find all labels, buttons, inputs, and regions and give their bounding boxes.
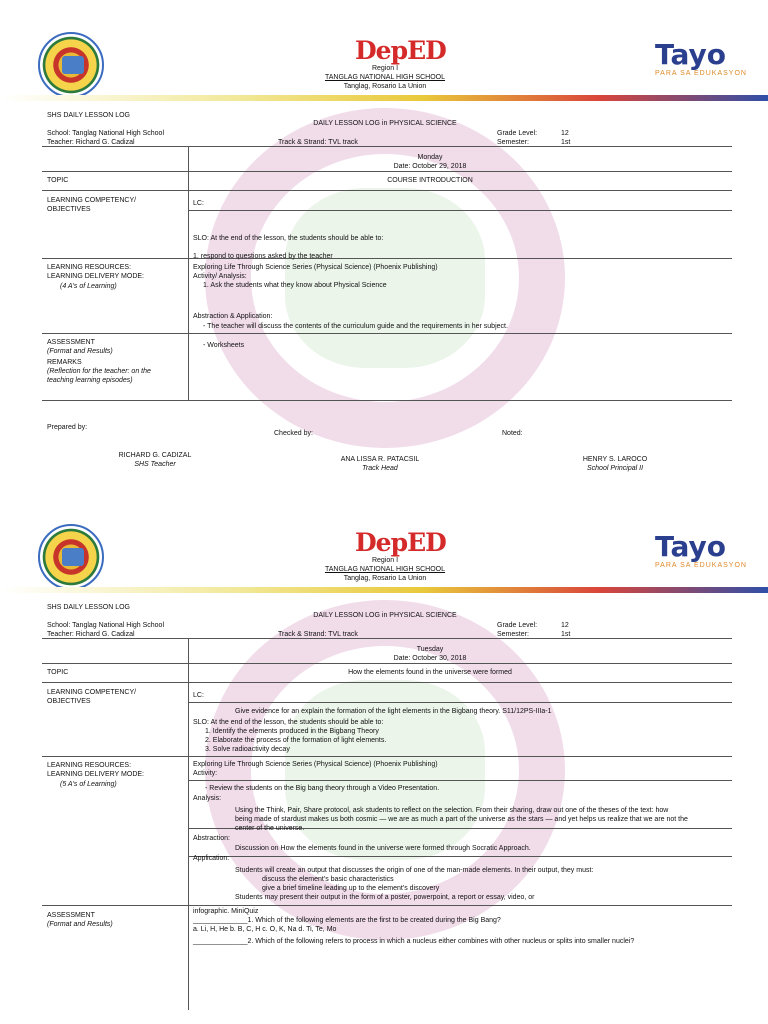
semester-label: Semester: (497, 631, 529, 638)
resources-value: Exploring Life Through Science Series (Physical Science) (Phoenix Publishing) (193, 761, 438, 768)
day-label: Monday (417, 154, 443, 161)
school-field: School: Tanglag National High School (47, 622, 165, 629)
lesson-log-page-1 (0, 18, 768, 518)
date-label: Date: October 29, 2018 (393, 163, 467, 170)
analysis-line-1: Using the Think, Pair, Share protocol, ask students to reflect on the selection. From their sharing, draw out one of the theses of the text: how (235, 807, 669, 814)
abstraction-item: - The teacher will discuss the contents of the curriculum guide and the requirements in her subject. (203, 323, 508, 330)
signatory-1-role: SHS Teacher (134, 461, 176, 468)
teacher-field: Teacher: Richard G. Cadizal (47, 139, 135, 146)
slo-text: SLO: At the end of the lesson, the students should be able to: (193, 235, 384, 242)
school-address: Tanglag, Rosario La Union (343, 83, 427, 90)
log-title: SHS DAILY LESSON LOG (47, 604, 130, 611)
competency-label: LEARNING COMPETENCY/ (47, 689, 137, 696)
remarks-sub-2: teaching learning episodes) (47, 377, 133, 384)
delivery-mode: (5 A's of Learning) (60, 781, 117, 788)
remarks-label: REMARKS (47, 359, 82, 366)
abstraction-label: Abstraction: (193, 835, 230, 842)
resources-label: LEARNING RESOURCES: (47, 762, 132, 769)
slo-item-3: 3. Solve radioactivity decay (205, 746, 290, 753)
school-field: School: Tanglag National High School (47, 130, 165, 137)
tayo-subtitle: PARA SA EDUKASYON (655, 70, 747, 77)
analysis-line-3: center of the universe. (235, 825, 305, 832)
resources-value: Exploring Life Through Science Series (Physical Science) (Phoenix Publishing) (193, 264, 438, 271)
date-label: Date: October 30, 2018 (393, 655, 467, 662)
signatory-3-role: School Principal II (586, 465, 644, 472)
day-label: Tuesday (416, 646, 444, 653)
school-name: TANGLAG NATIONAL HIGH SCHOOL (324, 74, 446, 81)
track-field: Track & Strand: TVL track (278, 139, 358, 146)
assessment-item: - Worksheets (203, 342, 245, 349)
region-label: Region I (371, 65, 399, 72)
objectives-label: OBJECTIVES (47, 698, 91, 705)
topic-label: TOPIC (47, 177, 69, 184)
assessment-line-4: ______________2. Which of the following refers to process in which a nucleus either combines with other nucleus or splits into smaller nuclei? (193, 938, 635, 945)
activity-label: Activity: (193, 770, 218, 777)
doc-title: DAILY LESSON LOG in PHYSICAL SCIENCE (313, 120, 457, 127)
watermark-center (285, 188, 485, 368)
deped-logo: DepED (355, 528, 446, 557)
school-address: Tanglag, Rosario La Union (343, 575, 427, 582)
lesson-log-page-2 (0, 510, 768, 1010)
lc-label: LC: (193, 692, 204, 699)
lc-text: Give evidence for an explain the formation of the light elements in the Bigbang theory. S11/12PS-IIIa-1 (235, 708, 552, 715)
prepared-by-label: Prepared by: (47, 424, 88, 431)
checked-by-label: Checked by: (274, 430, 313, 437)
analysis-line-2: being made of stardust makes us both cosmic — we are as much a part of the universe as the stars — and yet helps us realize that we are not the (235, 816, 688, 823)
semester-label: Semester: (497, 139, 529, 146)
delivery-label: LEARNING DELIVERY MODE: (47, 771, 144, 778)
abstraction-item: Discussion on How the elements found in the universe were formed through Socratic Approach. (235, 845, 531, 852)
semester-value: 1st (561, 631, 571, 638)
signatory-3-name: HENRY S. LAROCO (582, 456, 648, 463)
resources-label: LEARNING RESOURCES: (47, 264, 132, 271)
school-name: TANGLAG NATIONAL HIGH SCHOOL (324, 566, 446, 573)
abstraction-label: Abstraction & Application: (193, 313, 273, 320)
application-label: Application: (193, 855, 230, 862)
application-line-3: give a brief timeline leading up to the element's discovery (262, 885, 440, 892)
assessment-label: ASSESSMENT (47, 912, 95, 919)
deped-logo: DepED (355, 36, 446, 65)
noted-label: Noted: (502, 430, 523, 437)
tayo-subtitle: PARA SA EDUKASYON (655, 562, 747, 569)
delivery-label: LEARNING DELIVERY MODE: (47, 273, 144, 280)
topic-label: TOPIC (47, 669, 69, 676)
teacher-field: Teacher: Richard G. Cadizal (47, 631, 135, 638)
activity-item: - Review the students on the Big bang theory through a Video Presentation. (205, 785, 440, 792)
log-title: SHS DAILY LESSON LOG (47, 112, 130, 119)
topic-value: How the elements found in the universe were formed (348, 669, 512, 676)
activity-item: 1. Ask the students what they know about Physical Science (203, 282, 387, 289)
delivery-mode: (4 A's of Learning) (60, 283, 117, 290)
semester-value: 1st (561, 139, 571, 146)
tayo-logo: Tayo (655, 530, 727, 563)
grade-label: Grade Level: (497, 622, 538, 629)
doc-title: DAILY LESSON LOG in PHYSICAL SCIENCE (313, 612, 457, 619)
signatory-2-role: Track Head (362, 465, 398, 472)
track-field: Track & Strand: TVL track (278, 631, 358, 638)
remarks-sub-1: (Reflection for the teacher: on the (47, 368, 151, 375)
grade-value: 12 (561, 622, 569, 629)
assessment-line-2: ______________1. Which of the following elements are the first to be created during the Big Bang? (193, 917, 501, 924)
school-seal-logo (38, 524, 104, 590)
slo-text: SLO: At the end of the lesson, the students should be able to: (193, 719, 384, 726)
objectives-label: OBJECTIVES (47, 206, 91, 213)
assessment-line-3: a. Li, H, He b. B, C, H c. O, K, Na d. Ti, Te, Mo (193, 926, 337, 933)
slo-item-2: 2. Elaborate the process of the formation of light elements. (205, 737, 387, 744)
analysis-label: Analysis: (193, 795, 222, 802)
application-line-2: discuss the element's basic characteristics (262, 876, 394, 883)
grade-value: 12 (561, 130, 569, 137)
header-stripe (0, 95, 768, 101)
assessment-sub: (Format and Results) (47, 348, 113, 355)
assessment-sub: (Format and Results) (47, 921, 113, 928)
region-label: Region I (371, 557, 399, 564)
signatory-2-name: ANA LISSA R. PATACSIL (340, 456, 420, 463)
slo-item: 1. respond to questions asked by the teacher (193, 253, 333, 260)
grade-label: Grade Level: (497, 130, 538, 137)
application-line-1: Students will create an output that discusses the origin of one of the man-made elements. In their output, they must: (235, 867, 594, 874)
application-line-4: Students may present their output in the form of a poster, powerpoint, a report or essay, video, or (235, 894, 535, 901)
header-stripe (0, 587, 768, 593)
school-seal-logo (38, 32, 104, 98)
slo-item-1: 1. Identify the elements produced in the Bigbang Theory (205, 728, 379, 735)
signatory-1-name: RICHARD G. CADIZAL (118, 452, 192, 459)
activity-label: Activity/ Analysis: (193, 273, 247, 280)
assessment-label: ASSESSMENT (47, 339, 95, 346)
tayo-logo: Tayo (655, 38, 727, 71)
assessment-line-1: infographic. MiniQuiz (193, 908, 259, 915)
competency-label: LEARNING COMPETENCY/ (47, 197, 137, 204)
topic-value: COURSE INTRODUCTION (387, 177, 473, 184)
lc-label: LC: (193, 200, 204, 207)
